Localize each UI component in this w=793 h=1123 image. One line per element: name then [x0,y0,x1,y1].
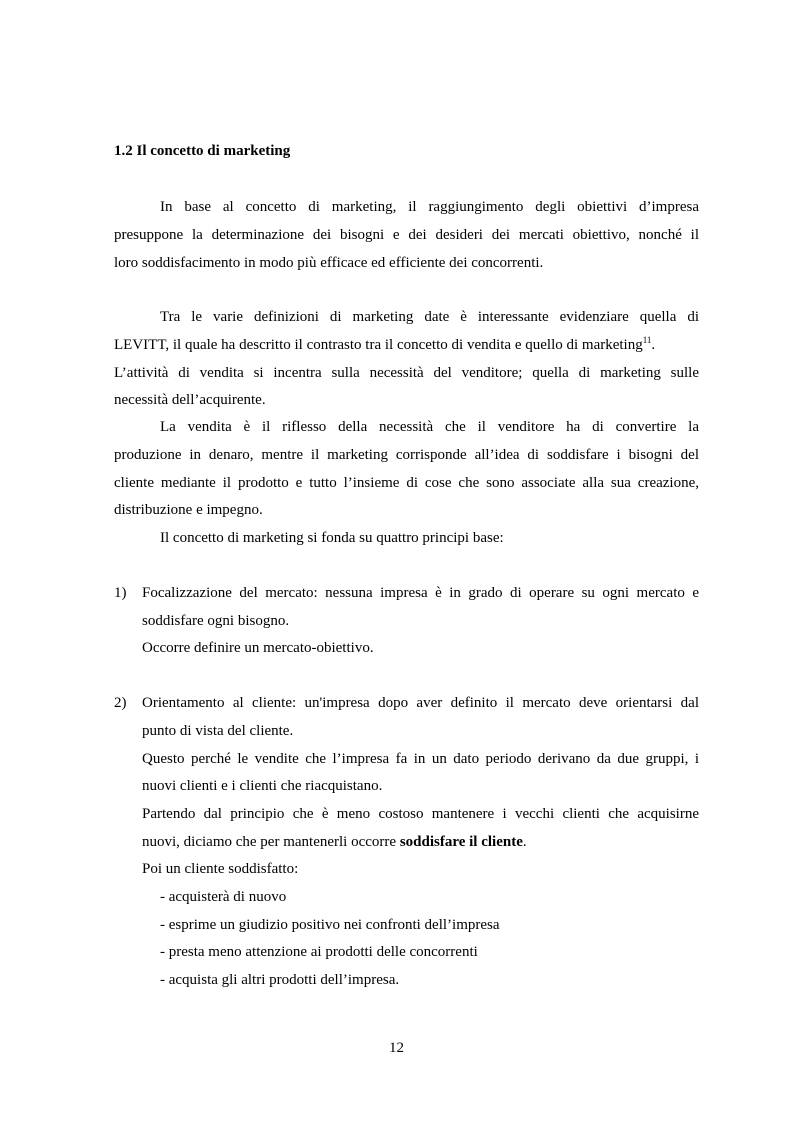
paragraph-3-line-3: cliente mediante il prodotto e tutto l’insieme di cose che sono associate alla sua creazione, [114,475,699,491]
list-item-1-line-3: Occorre definire un mercato-obiettivo. [142,640,374,656]
paragraph-4-line-1: Il concetto di marketing si fonda su quattro principi base: [160,530,504,546]
page-number: 12 [389,1040,404,1056]
list-item-2-line-4: nuovi clienti e i clienti che riacquistano. [142,778,383,794]
list-item-2-line-5: Partendo dal principio che è meno costoso mantenere i vecchi clienti che acquisirne [142,806,699,822]
list-item-2-line-2: punto di vista del cliente. [142,723,294,739]
paragraph-2-line-2-end: . [651,337,656,353]
paragraph-3-line-1: La vendita è il riflesso della necessità che il venditore ha di convertire la [160,419,699,435]
paragraph-2-line-2-text: LEVITT, il quale ha descritto il contrasto tra il concetto di vendita e quello di marketing [114,337,643,353]
bullet-item: - acquisterà di nuovo [160,889,287,905]
paragraph-2-line-4: necessità dell’acquirente. [114,392,266,408]
paragraph-1-line-2: presuppone la determinazione dei bisogni e dei desideri dei mercati obiettivo, nonché il [114,227,699,243]
list-item-1-line-1: Focalizzazione del mercato: nessuna impresa è in grado di operare su ogni mercato e [142,585,699,601]
emphasis-soddisfare-cliente: soddisfare il cliente [399,834,523,850]
list-item-2-line-1: Orientamento al cliente: un'impresa dopo aver definito il mercato deve orientarsi dal [142,695,699,711]
bullet-item: - acquista gli altri prodotti dell’impresa. [160,972,400,988]
paragraph-3-line-2: produzione in denaro, mentre il marketing corrisponde all’idea di soddisfare i bisogni del [114,447,699,463]
paragraph-2-line-2 [114,336,655,354]
list-item-2-number: 2) [114,695,127,711]
paragraph-3-line-4: distribuzione e impegno. [114,502,263,518]
paragraph-1-line-3: loro soddisfacimento in modo più efficace ed efficiente dei concorrenti. [114,255,544,271]
list-item-2-line-6-text: nuovi, diciamo che per mantenerli occorre [142,834,400,850]
list-item-2-line-6-end: . [522,834,527,850]
section-heading: 1.2 Il concetto di marketing [114,143,291,159]
list-item-2-line-3: Questo perché le vendite che l’impresa fa in un dato periodo derivano da due gruppi, i [142,751,699,767]
list-item-2-line-7: Poi un cliente soddisfatto: [142,861,299,877]
list-item-1-number: 1) [114,585,127,601]
bullet-item: - esprime un giudizio positivo nei confronti dell’impresa [160,917,500,933]
paragraph-2-line-3: L’attività di vendita si incentra sulla necessità del venditore; quella di marketing sulle [114,365,699,381]
list-item-1-line-2: soddisfare ogni bisogno. [142,613,290,629]
paragraph-2-line-1: Tra le varie definizioni di marketing date è interessante evidenziare quella di [160,309,699,325]
footnote-ref: 11 [642,335,652,345]
paragraph-1-line-1: In base al concetto di marketing, il raggiungimento degli obiettivi d’impresa [160,199,699,215]
list-item-2-line-6 [142,833,527,851]
bullet-item: - presta meno attenzione ai prodotti delle concorrenti [160,944,478,960]
